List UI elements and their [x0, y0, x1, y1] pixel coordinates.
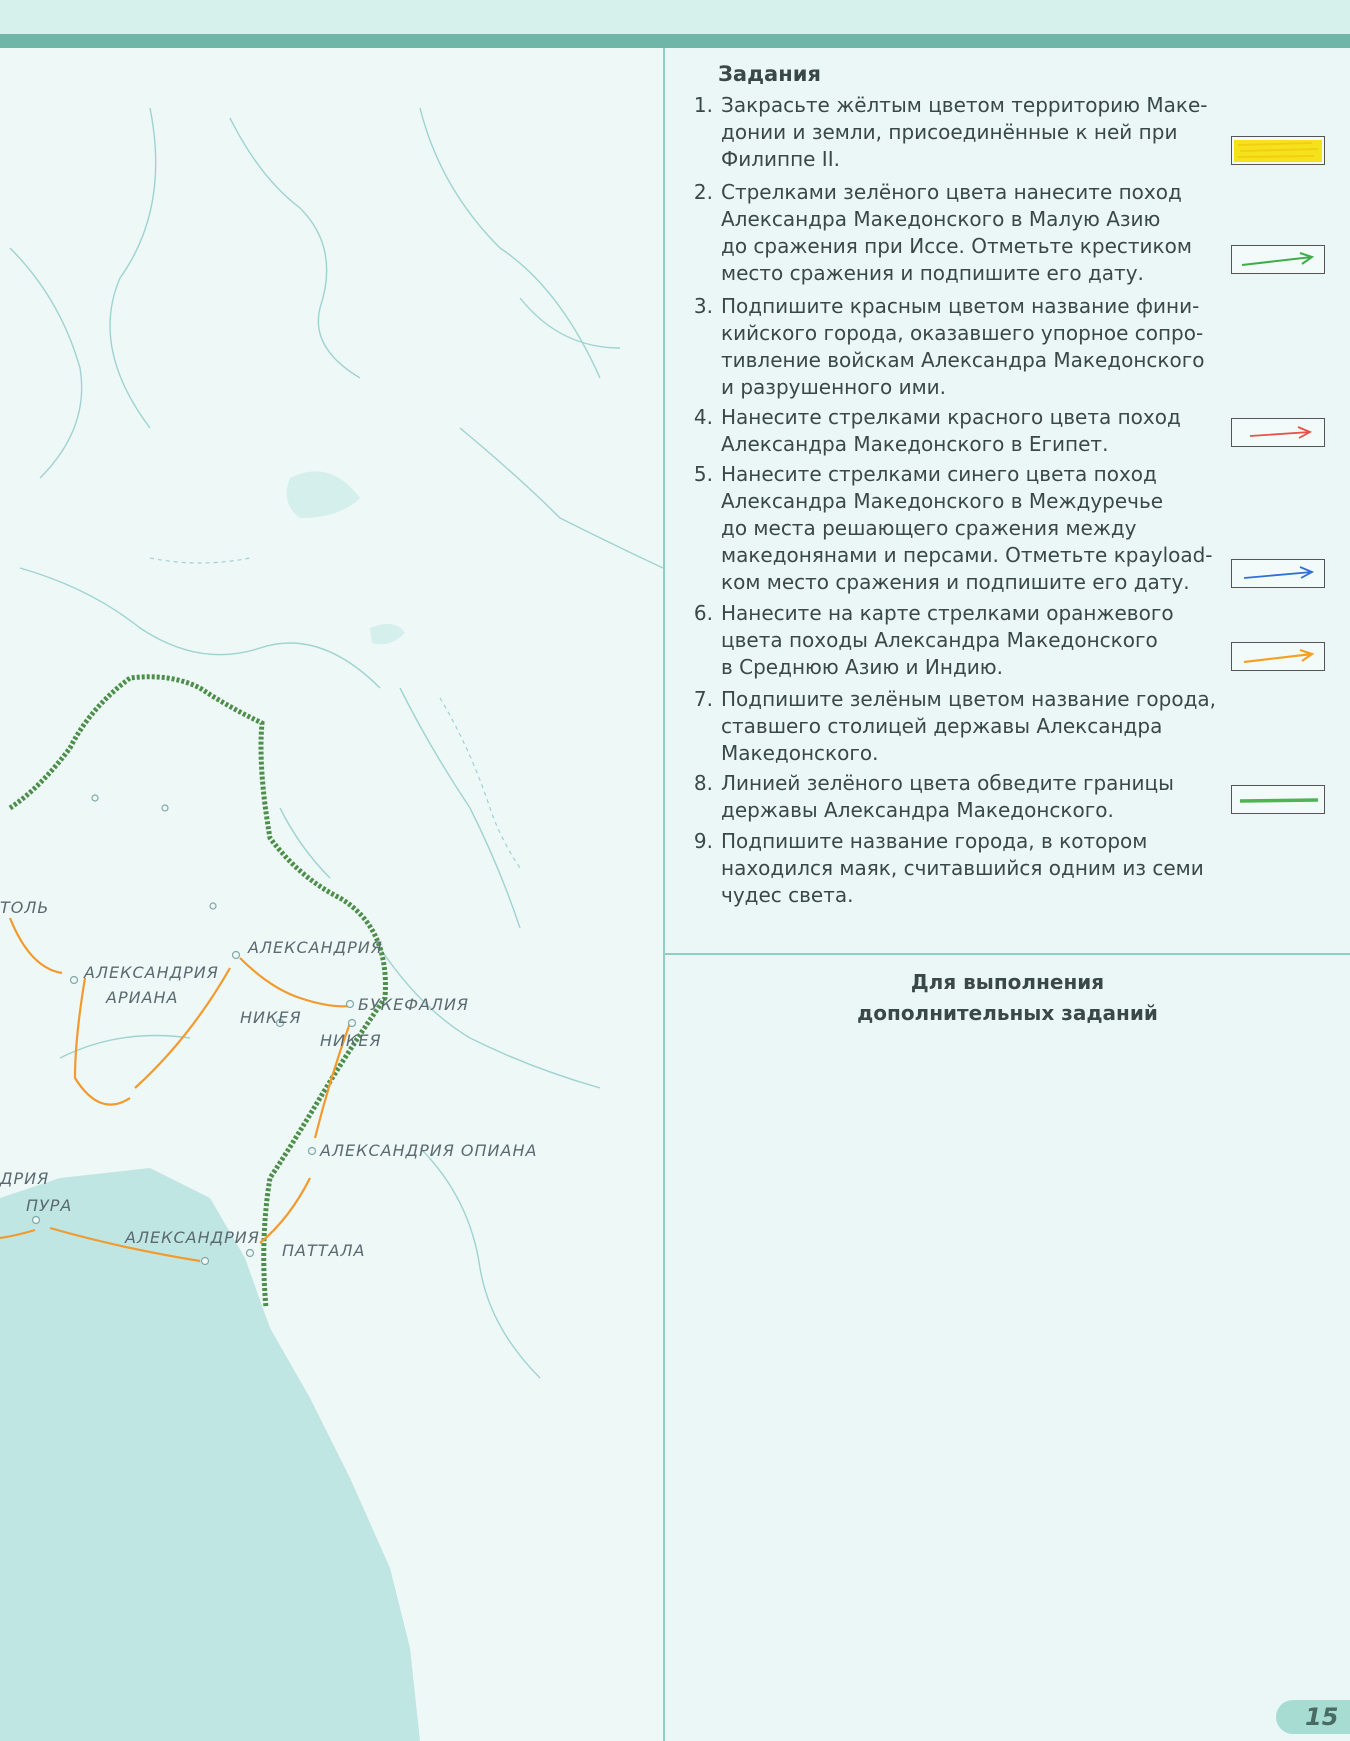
task-line: Линией зелёного цвета обведите границы [721, 771, 1174, 795]
red-arrow-icon [1232, 419, 1326, 448]
legend-green-line [1231, 785, 1325, 814]
task-line: цвета походы Александра Македонского [721, 628, 1158, 652]
task-line: в Среднюю Азию и Индию. [721, 655, 1003, 679]
label-alexandria-opiana: АЛЕКСАНДРИЯ ОПИАНА [320, 1141, 538, 1160]
contour-map [0, 48, 663, 1741]
task-line: Филиппе II. [721, 147, 840, 171]
task-line: Македонского. [721, 741, 879, 765]
route-1 [10, 918, 62, 973]
route-3 [135, 968, 230, 1088]
task-line: Нанесите стрелками красного цвета поход [721, 405, 1181, 429]
task-number: 7. [693, 687, 713, 711]
label-pattala: ПАТТАЛА [282, 1241, 366, 1260]
task-number: 2. [693, 180, 713, 204]
label-nikeya-2: НИКЕЯ [320, 1031, 382, 1050]
label-driya: ДРИЯ [0, 1169, 50, 1188]
tasks-title: Задания [718, 62, 821, 86]
task-line: ком место сражения и подпишите его дату. [721, 570, 1190, 594]
task-line: донии и земли, присоединённые к ней при [721, 120, 1178, 144]
task-number: 3. [693, 294, 713, 318]
yellow-fill-swatch [1232, 137, 1326, 166]
legend-red-arrow [1231, 418, 1325, 447]
task-line: Подпишите название города, в котором [721, 829, 1148, 853]
task-number: 4. [693, 405, 713, 429]
blue-arrow-icon [1232, 560, 1326, 589]
map-drawing [0, 48, 663, 1741]
extra-tasks-panel [665, 955, 1350, 1741]
label-pura: ПУРА [26, 1196, 73, 1215]
route-4 [240, 958, 350, 1006]
lake-2 [370, 624, 405, 644]
legend-blue-arrow [1231, 559, 1325, 588]
extra-title-line: Для выполнения [910, 970, 1105, 994]
task-number: 6. [693, 601, 713, 625]
task-line: Александра Македонского в Малую Азию [721, 207, 1161, 231]
task-line: ставшего столицей державы Александра [721, 714, 1163, 738]
task-line: державы Александра Македонского. [721, 798, 1114, 822]
task-number: 1. [693, 93, 713, 117]
task-line: до сражения при Иссе. Отметьте крестиком [721, 234, 1192, 258]
label-nikeya-1: НИКЕЯ [240, 1008, 302, 1027]
green-line-swatch [1232, 786, 1326, 815]
extra-title-line: дополнительных заданий [857, 1001, 1158, 1025]
task-number: 5. [693, 462, 713, 486]
legend-green-arrow [1231, 245, 1325, 274]
task-line: тивление войскам Александра Македонского [721, 348, 1205, 372]
label-alexandria-ariana-2: АРИАНА [106, 988, 179, 1007]
legend-orange-arrow [1231, 642, 1325, 671]
task-line: Подпишите зелёным цветом название города, [721, 687, 1217, 711]
label-bukefaliya: БУКЕФАЛИЯ [358, 995, 470, 1014]
task-line: до места решающего сражения между [721, 516, 1137, 540]
legend-yellow-fill [1231, 136, 1325, 165]
page-top-rule [0, 34, 1350, 48]
dashed-borders [150, 558, 520, 868]
task-line: Закрасьте жёлтым цветом территорию Маке- [721, 93, 1208, 117]
task-line: македонянами и персами. Отметьте кpayload- [721, 543, 1213, 567]
page-number: 15 [1305, 1703, 1339, 1731]
task-line: Нанесите стрелками синего цвета поход [721, 462, 1157, 486]
lake-1 [287, 471, 360, 518]
orange-arrow-icon [1232, 643, 1326, 672]
extra-tasks-title [665, 967, 1350, 1029]
task-line: Александра Македонского в Египет. [721, 432, 1109, 456]
task-line: находился маяк, считавшийся одним из семи [721, 856, 1204, 880]
task-number: 8. [693, 771, 713, 795]
page-top-band [0, 0, 1350, 34]
green-arrow-icon [1232, 246, 1326, 275]
task-line: кийского города, оказавшего упорное сопро- [721, 321, 1204, 345]
label-alexandria-south: АЛЕКСАНДРИЯ [125, 1228, 260, 1247]
task-line: место сражения и подпишите его дату. [721, 261, 1144, 285]
tasks-panel [665, 48, 1350, 953]
task-line: Подпишите красным цветом название фини- [721, 294, 1200, 318]
label-alexandria-ariana-1: АЛЕКСАНДРИЯ [84, 963, 219, 982]
label-alexandria-north: АЛЕКСАНДРИЯ [248, 938, 383, 957]
task-line: Александра Македонского в Междуречье [721, 489, 1164, 513]
task-number: 9. [693, 829, 713, 853]
task-line: и разрушенного ими. [721, 375, 947, 399]
task-line: Стрелками зелёного цвета нанесите поход [721, 180, 1182, 204]
label-topol: ТОЛЬ [0, 898, 50, 917]
task-line: Нанесите на карте стрелками оранжевого [721, 601, 1174, 625]
task-line: чудес света. [721, 883, 854, 907]
